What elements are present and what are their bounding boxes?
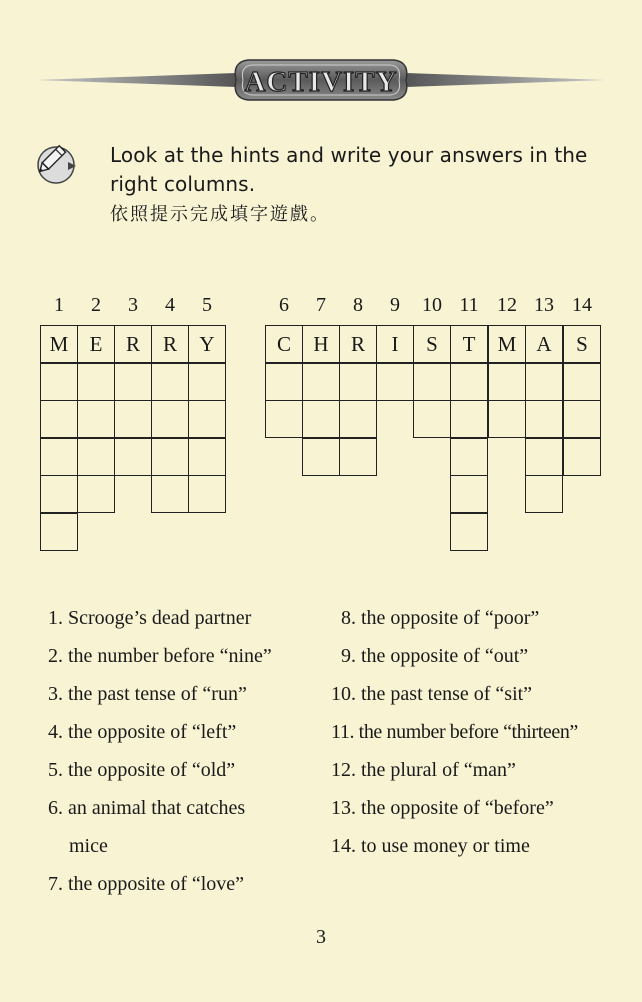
letter-cell[interactable]: R	[151, 325, 189, 363]
hint-text: the opposite of “old”	[68, 759, 236, 781]
letter-cell[interactable]: S	[413, 325, 451, 363]
answer-cell[interactable]	[151, 363, 189, 401]
answer-cell[interactable]	[339, 400, 377, 438]
hint-number: 5.	[48, 759, 63, 781]
answer-cell[interactable]	[450, 513, 488, 551]
hint-text: the opposite of “left”	[68, 721, 237, 743]
hint-2	[48, 644, 272, 668]
answer-cell[interactable]	[488, 400, 526, 438]
answer-cell[interactable]	[114, 400, 152, 438]
answer-cell[interactable]	[302, 400, 340, 438]
hint-12	[331, 758, 516, 782]
hint-text: to use money or time	[361, 835, 530, 857]
hint-text: the past tense of “run”	[68, 683, 247, 705]
letter-cell[interactable]: E	[77, 325, 115, 363]
column-number: 5	[202, 294, 212, 316]
column-number: 7	[316, 294, 326, 316]
answer-cell[interactable]	[265, 363, 303, 401]
answer-cell[interactable]	[525, 363, 563, 401]
column-number: 3	[128, 294, 138, 316]
answer-cell[interactable]	[413, 363, 451, 401]
pencil-icon	[32, 142, 80, 188]
column-number: 13	[534, 294, 554, 316]
hint-number: 6.	[48, 797, 63, 819]
hint-13	[331, 796, 554, 820]
answer-cell[interactable]	[40, 400, 78, 438]
hint-6	[48, 796, 245, 820]
letter-cell[interactable]: R	[114, 325, 152, 363]
hint-11	[331, 720, 578, 744]
answer-cell[interactable]	[563, 438, 601, 476]
hint-text: the opposite of “poor”	[361, 607, 540, 629]
answer-cell[interactable]	[188, 475, 226, 513]
hint-1	[48, 606, 251, 630]
answer-cell[interactable]	[376, 363, 414, 401]
answer-cell[interactable]	[40, 363, 78, 401]
hint-6-continuation: mice	[69, 835, 108, 857]
letter-cell[interactable]: I	[376, 325, 414, 363]
answer-cell[interactable]	[188, 438, 226, 476]
answer-cell[interactable]	[450, 475, 488, 513]
column-number: 9	[390, 294, 400, 316]
answer-cell[interactable]	[188, 400, 226, 438]
hint-number: 8.	[341, 607, 356, 629]
hint-14	[331, 834, 530, 858]
answer-cell[interactable]	[77, 363, 115, 401]
answer-cell[interactable]	[450, 363, 488, 401]
answer-cell[interactable]	[151, 475, 189, 513]
hint-number: 3.	[48, 683, 63, 705]
hint-5	[48, 758, 235, 782]
hint-number: 2.	[48, 645, 63, 667]
hint-number: 1.	[48, 607, 63, 629]
hint-number: 12.	[331, 759, 356, 781]
banner-title: ACTIVITY	[244, 66, 398, 98]
letter-cell[interactable]: T	[450, 325, 488, 363]
answer-cell[interactable]	[339, 363, 377, 401]
hint-text: the opposite of “love”	[68, 873, 245, 895]
hint-number: 13.	[331, 797, 356, 819]
answer-cell[interactable]	[413, 400, 451, 438]
column-number: 14	[572, 294, 592, 316]
column-number: 10	[422, 294, 442, 316]
hint-text: the plural of “man”	[361, 759, 516, 781]
hint-3	[48, 682, 247, 706]
letter-cell[interactable]: M	[40, 325, 78, 363]
column-number: 11	[459, 294, 479, 316]
hint-text: the opposite of “out”	[361, 645, 529, 667]
answer-cell[interactable]	[114, 438, 152, 476]
hint-8	[341, 606, 539, 630]
hint-text: the past tense of “sit”	[361, 683, 533, 705]
hint-number: 4.	[48, 721, 63, 743]
letter-cell[interactable]: S	[563, 325, 601, 363]
hint-10	[331, 682, 532, 706]
answer-cell[interactable]	[151, 400, 189, 438]
hint-number: 9.	[341, 645, 356, 667]
instruction-english: Look at the hints and write your answers in the right columns.	[110, 143, 588, 196]
hint-text: Scrooge’s dead partner	[68, 607, 252, 629]
answer-cell[interactable]	[563, 363, 601, 401]
answer-cell[interactable]	[488, 363, 526, 401]
answer-cell[interactable]	[114, 363, 152, 401]
instruction-chinese: 依照提示完成填字遊戲。	[110, 204, 330, 225]
letter-cell[interactable]: R	[339, 325, 377, 363]
answer-cell[interactable]	[525, 438, 563, 476]
answer-cell[interactable]	[563, 400, 601, 438]
answer-cell[interactable]	[339, 438, 377, 476]
hint-4	[48, 720, 236, 744]
column-number: 12	[497, 294, 517, 316]
answer-cell[interactable]	[188, 363, 226, 401]
hint-number: 10.	[331, 683, 356, 705]
hint-number: 11.	[331, 721, 355, 743]
letter-cell[interactable]: A	[525, 325, 563, 363]
hint-text: an animal that catches	[68, 797, 246, 819]
answer-cell[interactable]	[151, 438, 189, 476]
hint-number: 14.	[331, 835, 356, 857]
answer-cell[interactable]	[77, 400, 115, 438]
column-number: 6	[279, 294, 289, 316]
answer-cell[interactable]	[40, 475, 78, 513]
answer-cell[interactable]	[265, 400, 303, 438]
column-number: 2	[91, 294, 101, 316]
hint-text: the opposite of “before”	[361, 797, 554, 819]
answer-cell[interactable]	[450, 438, 488, 476]
letter-cell[interactable]: C	[265, 325, 303, 363]
answer-cell[interactable]	[525, 475, 563, 513]
column-number: 4	[165, 294, 175, 316]
answer-cell[interactable]	[40, 513, 78, 551]
hint-text: the number before “nine”	[68, 645, 272, 667]
hint-number: 7.	[48, 873, 63, 895]
hint-text: the number before “thirteen”	[358, 721, 578, 743]
column-number: 8	[353, 294, 363, 316]
answer-cell[interactable]	[302, 438, 340, 476]
answer-cell[interactable]	[40, 438, 78, 476]
letter-cell[interactable]: H	[302, 325, 340, 363]
answer-cell[interactable]	[77, 438, 115, 476]
letter-cell[interactable]: M	[488, 325, 526, 363]
column-number: 1	[54, 294, 64, 316]
hint-9	[341, 644, 528, 668]
answer-cell[interactable]	[450, 400, 488, 438]
hint-7	[48, 872, 244, 896]
answer-cell[interactable]	[77, 475, 115, 513]
answer-cell[interactable]	[525, 400, 563, 438]
page-number: 3	[316, 926, 326, 948]
activity-banner	[36, 52, 606, 108]
letter-cell[interactable]: Y	[188, 325, 226, 363]
answer-cell[interactable]	[302, 363, 340, 401]
